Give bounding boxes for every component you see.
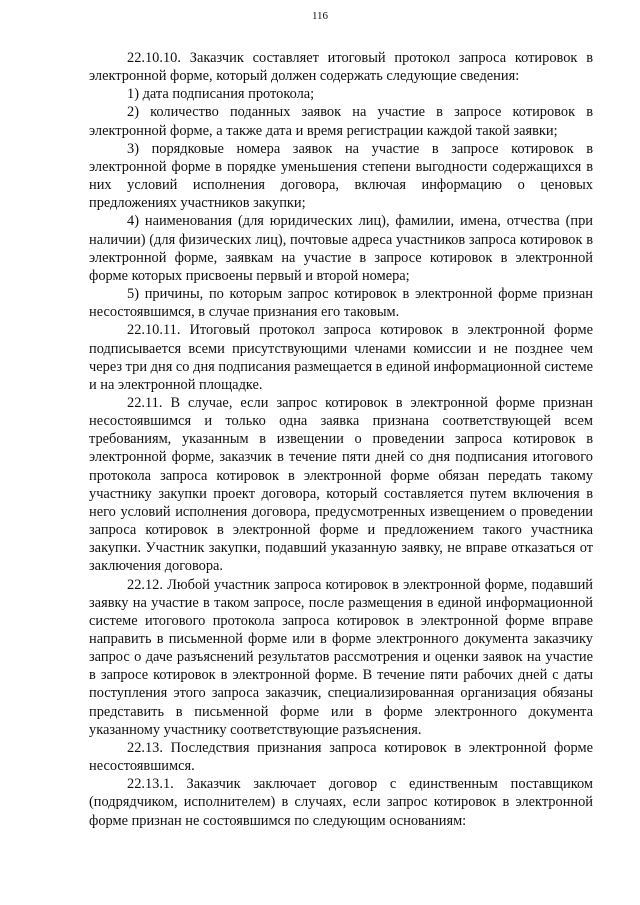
list-item-5: 5) причины, по которым запрос котировок в электронной форме признан несостоявшимся, в случае признания его таковым. xyxy=(89,286,593,321)
list-item-2: 2) количество поданных заявок на участие в запросе котировок в электронной форме, а также дата и время регистрации каждой такой заявки; xyxy=(89,104,593,139)
list-item-3: 3) порядковые номера заявок на участие в запросе котировок в электронной форме в порядке уменьшения степени выгодности содержащихся в них условий исполнения договора, включая информацию о ценовых предложениях участников закупки; xyxy=(89,140,593,212)
list-item-4: 4) наименования (для юридических лиц), фамилии, имена, отчества (при наличии) (для физических лиц), почтовые адреса участников запроса котировок в электронной форме, заявкам на участие в запросе котировок в электронной форме которых присвоены первый и второй номера; xyxy=(89,213,593,284)
paragraph-22-11: 22.11. В случае, если запрос котировок в электронной форме признан несостоявшимся и только одна заявка признана соответствующей всем требованиям, указанным в извещении о проведении запроса котировок в электронной форме, заказчик в течение пяти дней со дня подписания итогового протокола запроса котировок в электронной форме обязан передать такому участнику закупки проект договора, который составляется путем включения в него условий исполнения договора, предусмотренных извещением о проведении запроса котировок в электронной форме и предложением такого участника закупки. Участник закупки, подавший указанную заявку, не вправе отказаться от заключения договора. xyxy=(89,394,593,575)
paragraph-22-12: 22.12. Любой участник запроса котировок в электронной форме, подавший заявку на участие в таком запросе, после размещения в единой информационной системе итогового протокола запроса котировок в электронной форме вправе направить в письменной форме или в форме электронного документа заказчику запрос о даче разъяснений результатов рассмотрения и оценки заявок на участие в запросе котировок в электронной форме. В течение пяти рабочих дней с даты поступления этого запроса заказчик, специализированная организация обязаны представить в письменной форме или в форме электронного документа указанному участнику соответствующие разъяснения. xyxy=(89,576,593,738)
paragraph-22-13-1: 22.13.1. Заказчик заключает договор с единственным поставщиком (подрядчиком, исполнителем) в случаях, если запрос котировок в электронной форме признан не состоявшимся по следующим основаниям: xyxy=(89,776,593,829)
paragraph-22-10-10: 22.10.10. Заказчик составляет итоговый протокол запроса котировок в электронной форме, который должен содержать следующие сведения: xyxy=(89,50,593,85)
paragraph-22-13: 22.13. Последствия признания запроса котировок в электронной форме несостоявшимся. xyxy=(89,739,593,775)
paragraph-22-10-11: 22.10.11. Итоговый протокол запроса котировок в электронной форме подписывается всеми присутствующими членами комиссии и не позднее чем через три дня со дня подписания размещается в единой информационной системе и на электронной площадке. xyxy=(89,322,593,393)
page-number: 116 xyxy=(311,10,329,22)
document-body xyxy=(89,49,593,830)
list-item-1: 1) дата подписания протокола; xyxy=(127,86,315,103)
